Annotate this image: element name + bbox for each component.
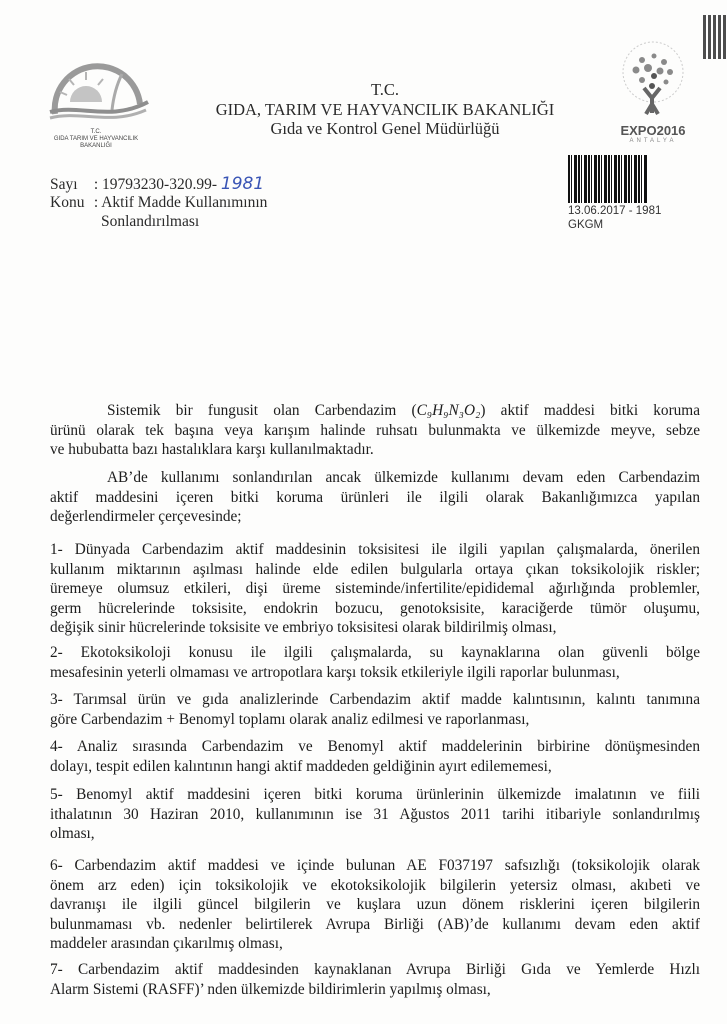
stamp-unit: GKGM (568, 219, 604, 231)
ministry-emblem-icon (40, 52, 152, 124)
text-line: dolayı, tespit edilen kalıntının hangi aktif maddeden geldiğinin ayırt edilememesi, (50, 757, 552, 775)
qr-code (703, 15, 727, 59)
numbered-item (50, 960, 700, 999)
text-line: değişik sinir hücrelerinde toksisite ve embriyo toksisitesi olarak bildirilmiş olması, (50, 619, 557, 637)
sayi-value: : 19793230-320.99- (93, 176, 218, 193)
text-line (50, 401, 700, 421)
intro-paragraph (50, 468, 700, 527)
text-line: mesafesinin yeterli olmaması ve artropotlara karşı toksik etkileriyle ilgili raporlar bulunması, (50, 663, 620, 681)
konu-value: : Aktif Madde Kullanımının (93, 194, 268, 211)
numbered-item (50, 737, 700, 776)
text-line: 2- Ekotoksikoloji konusu ile ilgili çalışmalarda, su kaynaklarına olan güvenli bölge (50, 644, 700, 661)
logo-text-ministry: GIDA TARIM VE HAYVANCILIK (53, 136, 139, 142)
konu-label: Konu (50, 194, 85, 211)
text-line: ve hububatta bazı hastalıklara karşı kullanılmaktadır. (50, 441, 374, 459)
text-line: ithalatının 30 Haziran 2010, kullanımının ise 31 Ağustos 2011 tarihi itibariyle sonlandırılmış (50, 805, 700, 823)
text-line: 7- Carbendazim aktif maddesinden kaynaklanan Avrupa Birliği Gıda ve Yemlerde Hızlı (50, 961, 700, 978)
text-line: olması, (50, 825, 95, 843)
barcode (568, 155, 648, 203)
text-line: Alarm Sistemi (RASFF)’ nden ülkemizde bildirimlerin yapılmış olması, (50, 980, 491, 998)
numbered-item (50, 540, 700, 638)
logo-text-tc: T.C. (90, 129, 102, 135)
text-segment: Sistemik bir fungusit olan Carbendazim ( (107, 402, 417, 419)
text-line: 3- Tarımsal ürün ve gıda analizlerinde Carbendazim aktif madde kalıntısının, kalıntı tanımına (50, 691, 700, 708)
text-segment: ) aktif maddesi bitki koruma (480, 402, 700, 419)
numbered-item (50, 690, 700, 729)
text-line: 5- Benomyl aktif maddesini içeren bitki koruma ürünlerinin ülkemizde imalatının ve fiili (50, 786, 700, 803)
numbered-item (50, 785, 700, 844)
text-line: maddeler arasından çıkarılmış olması, (50, 935, 283, 953)
sayi-row (50, 174, 264, 194)
text-line: aktif maddesini içeren bitki koruma ürünleri ile ilgili olarak Bakanlığımızca yapılan (50, 488, 700, 506)
expo-logo-text: EXPO2016 (620, 123, 686, 138)
numbered-item (50, 856, 700, 954)
text-line: bulunmaması vb. nedenler belirtilerek Avrupa Birliği (AB)’de kullanımı devam eden aktif (50, 915, 700, 933)
chemical-formula: C₉H₉N₃O₂ (416, 402, 481, 419)
expo-logo-subtext: ANTALYA (629, 138, 677, 144)
konu-value-2: Sonlandırılması (101, 213, 200, 230)
text-line: ürünü olarak tek başına veya karışım halinde ruhsatı bulunmakta ve ülkemizde meyve, sebze (50, 421, 700, 439)
logo-text-bakanligi: BAKANLIĞI (80, 143, 112, 149)
text-line: germ hücrelerinde toksisite, endokrin bozucu, genotoksisite, karaciğerde tümör oluşumu, (50, 599, 700, 617)
header-ministry: GIDA, TARIM VE HAYVANCILIK BAKANLIĞI (215, 100, 555, 119)
text-line: önem arz eden) için toksikolojik ve ekotoksikolojik bilgilerin yetersiz olması, akıbeti ve (50, 876, 700, 894)
expo-2016-logo (612, 38, 694, 146)
ministry-logo (40, 52, 152, 148)
text-line: 1- Dünyada Carbendazim aktif maddesinin toksisitesi ile ilgili yapılan çalışmalarda, önerilen (50, 541, 700, 558)
text-line: üremeye olumsuz etkileri, dişi üreme sisteminde/infertilite/epididemal ağırlığında problemler, (50, 580, 700, 598)
intro-paragraph (50, 401, 700, 460)
konu-row (50, 194, 267, 212)
stamp-date-number: 13.06.2017 - 1981 (568, 205, 662, 217)
sayi-handwritten-number: 1981 (220, 174, 265, 194)
numbered-item (50, 643, 700, 682)
header-directorate: Gıda ve Kontrol Genel Müdürlüğü (270, 119, 500, 138)
header-tc: T.C. (370, 80, 400, 99)
text-line: AB’de kullanımı sonlandırılan ancak ülkemizde kullanımı devam eden Carbendazim (107, 469, 700, 486)
text-line: davranışı ile ilgili güncel bilgilerin ve kuşlara uzun dönem risklerini içeren bilgilerin (50, 896, 700, 914)
text-line: değerlendirmeler çerçevesinde; (50, 508, 242, 526)
text-line: 6- Carbendazim aktif maddesi ve içinde bulunan AE F037197 safsızlığı (toksikolojik olarak (50, 857, 700, 874)
expo-tree-icon (612, 38, 694, 118)
text-line: 4- Analiz sırasında Carbendazim ve Benomyl aktif maddelerinin birbirine dönüşmesinden (50, 738, 700, 755)
text-line: göre Carbendazim + Benomyl toplamı olarak analiz edilmesi ve raporlanması, (50, 710, 530, 728)
sayi-label: Sayı (50, 176, 78, 193)
text-line: kullanım miktarının aşılması halinde elde edilen bulgularla ortaya çıkan toksikolojik riskler; (50, 560, 700, 578)
